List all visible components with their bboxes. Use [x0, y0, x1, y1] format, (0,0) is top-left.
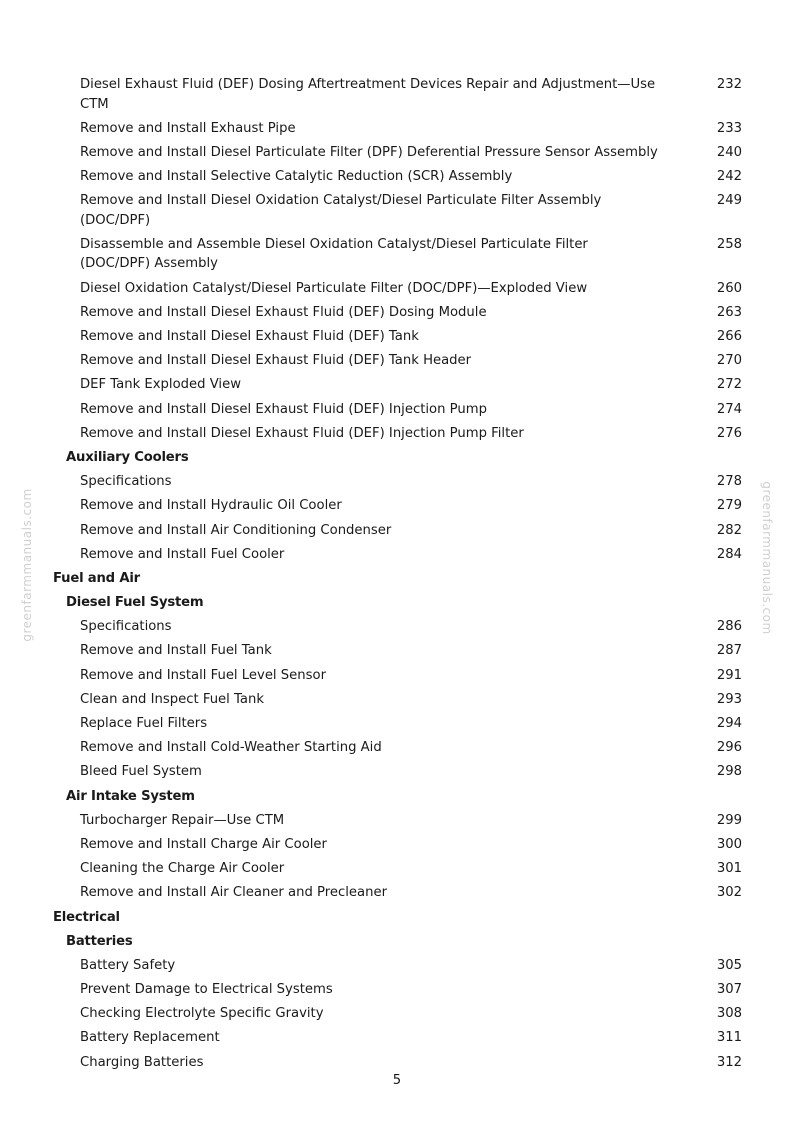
toc-entry-page: 308: [716, 1006, 742, 1022]
toc-entry[interactable]: [0, 1053, 794, 1073]
toc-entry-title: Auxiliary Coolers: [66, 449, 189, 465]
toc-entry-title: Diesel Oxidation Catalyst/Diesel Particulate Filter (DOC/DPF)—Exploded View: [80, 280, 588, 296]
toc-entry-title: Clean and Inspect Fuel Tank: [80, 691, 264, 707]
toc-entry[interactable]: [0, 521, 794, 541]
toc-entry[interactable]: [0, 859, 794, 879]
toc-entry-title: Turbocharger Repair—Use CTM: [80, 812, 285, 828]
toc-entry-title: Remove and Install Diesel Exhaust Fluid (DEF) Injection Pump Filter: [80, 425, 524, 441]
toc-entry-page: 282: [716, 522, 742, 538]
toc-entry[interactable]: [0, 351, 794, 371]
toc-entry[interactable]: [0, 714, 794, 734]
toc-entry[interactable]: [0, 279, 794, 299]
toc-entry-title: Remove and Install Diesel Exhaust Fluid (DEF) Injection Pump: [80, 401, 487, 417]
toc-entry-title: Remove and Install Fuel Level Sensor: [80, 667, 326, 683]
toc-entry[interactable]: [0, 303, 794, 323]
toc-entry-page: 260: [716, 280, 742, 296]
toc-entry-title: Remove and Install Diesel Exhaust Fluid (DEF) Dosing Module: [80, 304, 487, 320]
toc-entry[interactable]: [0, 472, 794, 492]
toc-entry-page: 298: [716, 764, 742, 780]
toc-entry[interactable]: [0, 617, 794, 637]
watermark-right: greenfarmmanuals.com: [760, 481, 774, 635]
toc-entry[interactable]: [0, 191, 794, 230]
toc-entry[interactable]: [0, 545, 794, 565]
toc-entry-title: Specifications: [80, 619, 172, 635]
toc-entry-title: Electrical: [53, 909, 120, 925]
toc-entry-title: Remove and Install Hydraulic Oil Cooler: [80, 498, 342, 514]
toc-entry[interactable]: [0, 235, 794, 274]
toc-chapter-heading[interactable]: [0, 569, 794, 589]
toc-entry-title: Remove and Install Air Conditioning Condenser: [80, 522, 392, 538]
toc-entry-page: 307: [716, 982, 742, 998]
toc-section-heading[interactable]: [0, 787, 794, 807]
watermark-left: greenfarmmanuals.com: [20, 488, 34, 642]
toc-chapter-heading[interactable]: [0, 908, 794, 928]
toc-entry-page: 286: [716, 619, 742, 635]
toc-entry[interactable]: [0, 738, 794, 758]
toc-entry[interactable]: [0, 424, 794, 444]
toc-entry[interactable]: [0, 666, 794, 686]
toc-entry-page: 263: [716, 304, 742, 320]
toc-entry[interactable]: [0, 762, 794, 782]
toc-entry-title: Fuel and Air: [53, 570, 140, 586]
toc-entry-title: Replace Fuel Filters: [80, 716, 208, 731]
toc-entry[interactable]: [0, 496, 794, 516]
table-of-contents: [0, 75, 794, 1077]
toc-entry[interactable]: [0, 1028, 794, 1048]
toc-entry[interactable]: [0, 980, 794, 1000]
toc-entry-page: 312: [716, 1054, 742, 1070]
toc-entry-title: Remove and Install Charge Air Cooler: [80, 836, 327, 852]
toc-entry-title: Bleed Fuel System: [80, 764, 202, 780]
toc-entry-title: Checking Electrolyte Specific Gravity: [80, 1006, 324, 1022]
toc-entry-title: Remove and Install Fuel Cooler: [80, 546, 285, 562]
toc-entry-page: 240: [716, 144, 742, 160]
toc-section-heading[interactable]: [0, 593, 794, 613]
toc-entry-page: 274: [716, 401, 742, 417]
toc-entry-page: 296: [716, 740, 742, 756]
toc-entry-title: Battery Safety: [80, 957, 176, 973]
toc-entry-page: 258: [716, 236, 742, 252]
toc-entry-title: Remove and Install Selective Catalytic Reduction (SCR) Assembly: [80, 169, 513, 185]
toc-entry-title: Remove and Install Diesel Exhaust Fluid (DEF) Tank Header: [80, 353, 472, 369]
toc-entry-title: DEF Tank Exploded View: [80, 377, 241, 393]
toc-entry-page: 233: [716, 120, 742, 136]
toc-entry[interactable]: [0, 167, 794, 187]
toc-entry-page: 242: [716, 169, 742, 185]
toc-entry-page: 278: [716, 474, 742, 490]
toc-entry-title: Disassemble and Assemble Diesel Oxidation Catalyst/Diesel Particulate Filter (DOC/DPF) Assembly: [80, 236, 588, 272]
page-number: 5: [392, 1073, 402, 1088]
toc-entry[interactable]: [0, 883, 794, 903]
toc-entry-title: Remove and Install Diesel Exhaust Fluid (DEF) Tank: [80, 329, 419, 344]
toc-entry-page: 232: [716, 77, 742, 92]
toc-entry-page: 284: [716, 546, 742, 562]
toc-entry-title: Specifications: [80, 474, 172, 490]
toc-entry-page: 301: [716, 861, 742, 877]
toc-entry-page: 299: [716, 812, 742, 828]
toc-entry-title: Remove and Install Fuel Tank: [80, 643, 272, 659]
toc-entry-page: 249: [716, 193, 742, 209]
toc-entry-title: Remove and Install Exhaust Pipe: [80, 120, 296, 136]
toc-entry-page: 279: [716, 498, 742, 514]
toc-entry-title: Diesel Fuel System: [66, 595, 204, 611]
toc-entry-page: 293: [716, 691, 742, 707]
toc-entry-title: Battery Replacement: [80, 1030, 220, 1046]
toc-entry-title: Air Intake System: [66, 788, 195, 804]
toc-entry-title: Cleaning the Charge Air Cooler: [80, 861, 285, 877]
toc-entry-page: 300: [716, 836, 742, 852]
toc-entry-page: 311: [716, 1030, 742, 1046]
toc-entry[interactable]: [0, 956, 794, 976]
toc-entry-page: 270: [716, 353, 742, 369]
toc-entry[interactable]: [0, 75, 794, 114]
toc-entry-page: 266: [716, 329, 742, 344]
toc-entry[interactable]: [0, 400, 794, 420]
toc-entry[interactable]: [0, 375, 794, 395]
toc-entry-page: 291: [716, 667, 742, 683]
toc-section-heading[interactable]: [0, 448, 794, 468]
toc-entry[interactable]: [0, 143, 794, 163]
toc-entry-title: Prevent Damage to Electrical Systems: [80, 982, 333, 998]
toc-entry-page: 305: [716, 957, 742, 973]
toc-entry-page: 302: [716, 885, 742, 901]
toc-entry-title: Remove and Install Cold-Weather Starting Aid: [80, 740, 382, 756]
toc-entry[interactable]: [0, 835, 794, 855]
toc-entry-title: Remove and Install Diesel Particulate Filter (DPF) Deferential Pressure Sensor Assembly: [80, 144, 658, 160]
toc-entry-page: 272: [716, 377, 742, 393]
toc-entry-title: Remove and Install Air Cleaner and Precleaner: [80, 885, 388, 901]
toc-entry-title: Charging Batteries: [80, 1054, 204, 1070]
toc-entry[interactable]: [0, 811, 794, 831]
toc-entry-page: 287: [716, 643, 742, 659]
toc-entry[interactable]: [0, 641, 794, 661]
toc-entry-title: Remove and Install Diesel Oxidation Catalyst/Diesel Particulate Filter Assembly (DOC/DPF): [80, 193, 602, 228]
toc-entry[interactable]: [0, 1004, 794, 1024]
toc-entry-title: Diesel Exhaust Fluid (DEF) Dosing Aftertreatment Devices Repair and Adjustment—Use CTM: [80, 77, 656, 112]
toc-entry[interactable]: [0, 119, 794, 139]
toc-entry[interactable]: [0, 327, 794, 347]
toc-entry[interactable]: [0, 690, 794, 710]
toc-section-heading[interactable]: [0, 932, 794, 952]
toc-entry-title: Batteries: [66, 933, 133, 949]
toc-entry-page: 276: [716, 425, 742, 441]
toc-entry-page: 294: [716, 716, 742, 731]
